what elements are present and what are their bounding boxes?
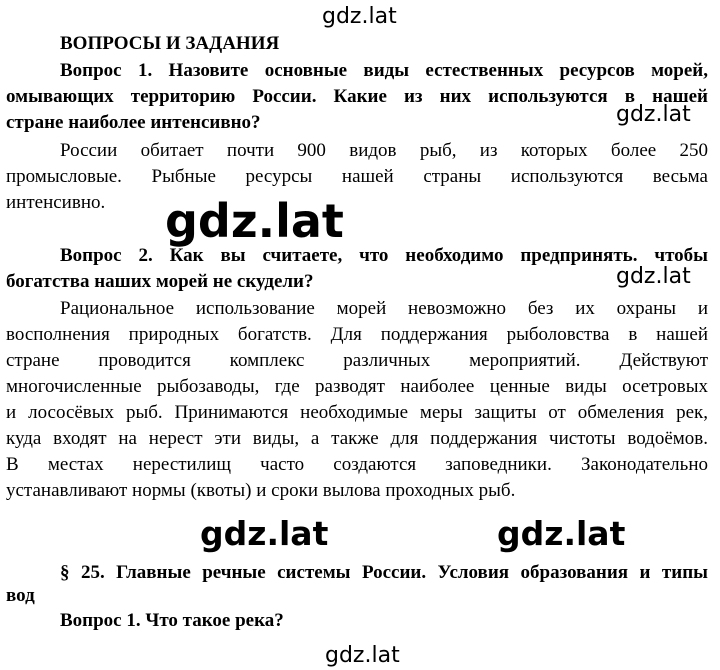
answer-2-line-8: устанавливают нормы (квоты) и сроки вылова проходных рыб. bbox=[6, 480, 516, 501]
answer-2-line-6: куда входят на нерест эти виды, а также для поддержания чистоты водоёмов. bbox=[6, 428, 708, 449]
answer-2-line-5: и лососёвых рыб. Принимаются необходимые меры защиты от обмеления рек, bbox=[6, 402, 708, 423]
question-river: Вопрос 1. Что такое река? bbox=[60, 610, 284, 631]
watermark-bottom: gdz.lat bbox=[325, 643, 400, 668]
answer-2-line-7: В местах нерестилищ часто создаются заповедники. Законодательно bbox=[6, 454, 708, 475]
watermark-mid-left: gdz.lat bbox=[200, 514, 329, 553]
paragraph-heading-line-1: § 25. Главные речные системы России. Условия образования и типы bbox=[60, 562, 708, 583]
question-1-line-3: стране наиболее интенсивно? bbox=[6, 112, 261, 133]
watermark-big: gdz.lat bbox=[165, 194, 344, 248]
watermark-right-2: gdz.lat bbox=[616, 264, 691, 289]
paragraph-heading-line-2: вод bbox=[6, 585, 35, 606]
answer-2-line-2: восполнения природных богатств. Для поддержания рыболовства в нашей bbox=[6, 324, 708, 345]
answer-1-line-1: России обитает почти 900 видов рыб, из которых более 250 bbox=[60, 140, 708, 161]
answer-2-line-1: Рациональное использование морей невозможно без их охраны и bbox=[60, 298, 708, 319]
answer-2-line-3: стране проводится комплекс различных мероприятий. Действуют bbox=[6, 350, 708, 371]
answer-2-line-4: многочисленные рыбозаводы, где разводят наиболее ценные виды осетровых bbox=[6, 376, 708, 397]
question-1-line-1: Вопрос 1. Назовите основные виды естественных ресурсов морей, bbox=[60, 60, 708, 81]
answer-1-line-3: интенсивно. bbox=[6, 192, 106, 213]
question-2-line-1: Вопрос 2. Как вы считаете, что необходимо предпринять. чтобы bbox=[60, 245, 708, 266]
watermark-mid-right: gdz.lat bbox=[497, 514, 626, 553]
watermark-right-1: gdz.lat bbox=[616, 102, 691, 127]
answer-1-line-2: промысловые. Рыбные ресурсы нашей страны используются весьма bbox=[6, 166, 708, 187]
section-heading: ВОПРОСЫ И ЗАДАНИЯ bbox=[60, 33, 280, 54]
question-2-line-2: богатства наших морей не скудели? bbox=[6, 271, 314, 292]
question-1-line-2: омывающих территорию России. Какие из них используются в нашей bbox=[6, 86, 708, 107]
watermark-top: gdz.lat bbox=[322, 4, 397, 29]
